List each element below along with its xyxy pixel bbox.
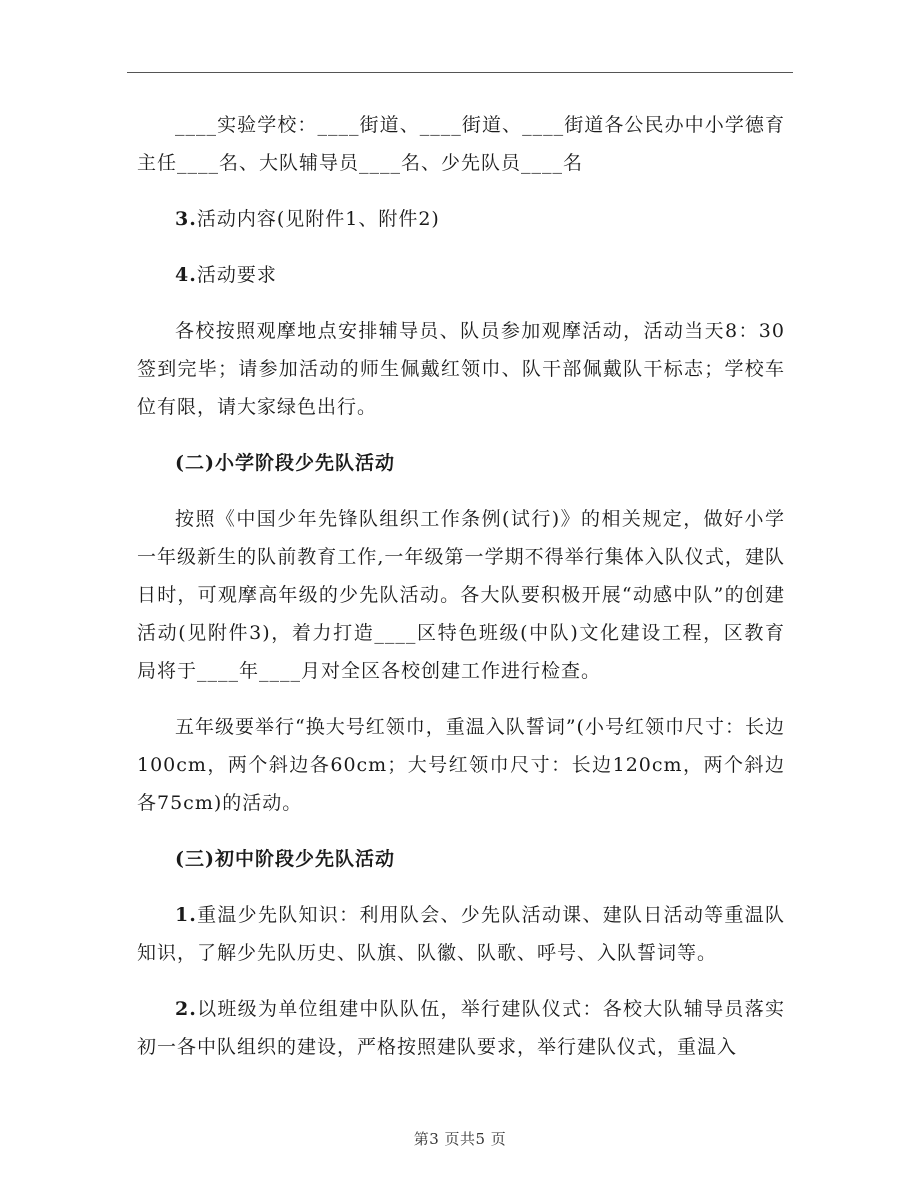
item-activity-content bbox=[137, 200, 785, 238]
item-number: 4. bbox=[175, 264, 197, 286]
item-text: 以班级为单位组建中队队伍，举行建队仪式：各校大队辅导员落实初一各中队组织的建设，严格按照建队要求，举行建队仪式，重温入 bbox=[137, 998, 785, 1058]
item-number: 2. bbox=[175, 998, 197, 1020]
item-text: 重温少先队知识：利用队会、少先队活动课、建队日活动等重温队知识，了解少先队历史、队旗、队徽、队歌、呼号、入队誓词等。 bbox=[137, 904, 785, 964]
primary-activities-paragraph: 按照《中国少年先锋队组织工作条例(试行)》的相关规定，做好小学一年级新生的队前教育工作,一年级第一学期不得举行集体入队仪式，建队日时，可观摩高年级的少先队活动。各大队要积极开展“动感中队”的创建活动(见附件3)，着力打造____区特色班级(中队)文化建设工程，区教育局将于____年____月对全区各校创建工作进行检查。 bbox=[137, 508, 785, 682]
document-body bbox=[137, 106, 785, 1084]
participants-paragraph: ____实验学校：____街道、____街道、____街道各公民办中小学德育主任____名、大队辅导员____名、少先队员____名 bbox=[137, 114, 785, 174]
fifth-grade-paragraph: 五年级要举行“换大号红领巾，重温入队誓词”(小号红领巾尺寸：长边100cm，两个斜边各60cm；大号红领巾尺寸：长边120cm，两个斜边各75cm)的活动。 bbox=[137, 716, 785, 814]
requirements-paragraph: 各校按照观摩地点安排辅导员、队员参加观摩活动，活动当天8：30签到完毕；请参加活动的师生佩戴红领巾、队干部佩戴队干标志；学校车位有限，请大家绿色出行。 bbox=[137, 320, 785, 418]
header-rule bbox=[127, 72, 793, 73]
item-number: 1. bbox=[175, 904, 197, 926]
item-activity-requirements bbox=[137, 256, 785, 294]
section-heading-junior: (三)初中阶段少先队活动 bbox=[175, 848, 395, 870]
item-text: 活动要求 bbox=[196, 264, 277, 286]
item-number: 3. bbox=[175, 208, 197, 230]
item-review-knowledge bbox=[137, 896, 785, 972]
item-form-squadron bbox=[137, 990, 785, 1066]
item-text: 活动内容(见附件1、附件2) bbox=[196, 208, 440, 230]
section-heading-primary: (二)小学阶段少先队活动 bbox=[175, 452, 395, 474]
page-number-footer: 第3 页共5 页 bbox=[413, 1130, 507, 1148]
